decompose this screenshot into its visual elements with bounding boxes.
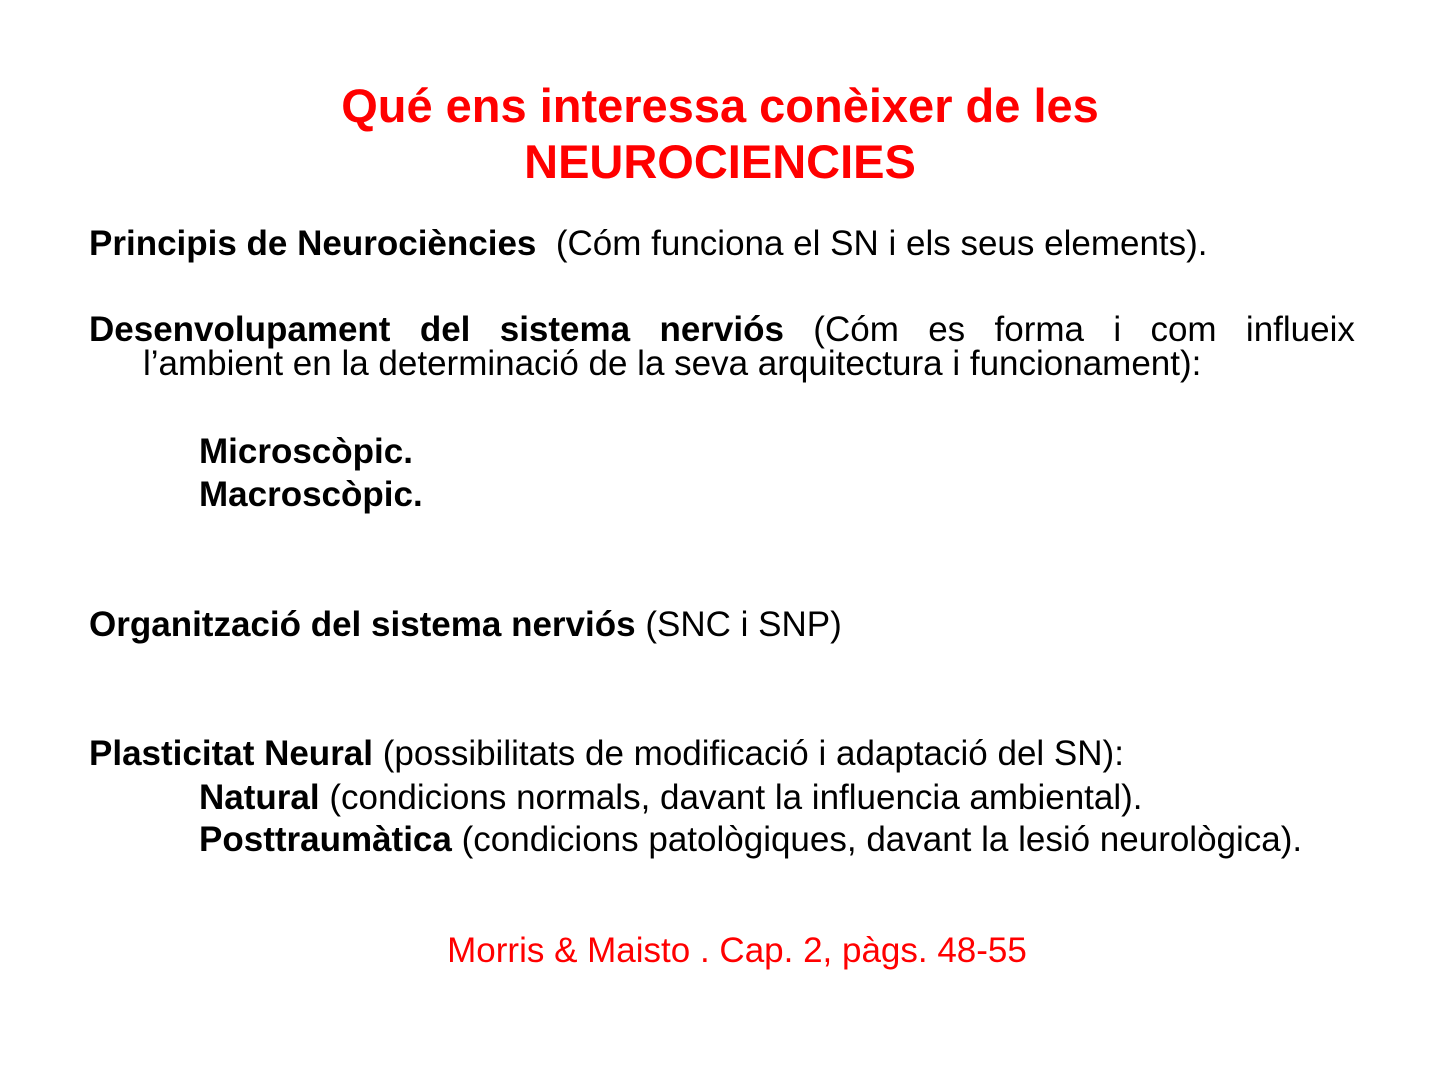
sub-item-natural-description: (condicions normals, davant la influencia ambiental). [329,778,1143,817]
desenv-word: nerviós [659,310,784,349]
item-organitzacio-heading: Organització del sistema nerviós [89,605,636,644]
desenv-word: es [928,310,966,349]
sub-item-posttraumatica-heading: Posttraumàtica [199,820,452,859]
item-plasticitat [89,734,1124,774]
sub-item-microscopic: Microscòpic. [199,432,413,471]
desenv-word: influeix [1245,310,1355,349]
desenv-word: del [419,310,471,349]
desenv-word: i [1113,310,1122,349]
desenv-word: forma [994,310,1084,349]
slide-title-line-2: NEUROCIENCIES [524,135,916,188]
reference-citation: Morris & Maisto . Cap. 2, pàgs. 48-55 [447,931,1027,970]
sub-item-posttraumatica [199,820,1302,860]
desenv-word: com [1150,310,1217,349]
sub-item-posttraumatica-description: (condicions patològiques, davant la lesió neurològica). [461,820,1303,859]
item-organitzacio [89,605,842,645]
item-principis [89,224,1208,264]
item-plasticitat-heading: Plasticitat Neural [89,734,373,773]
sub-item-natural [199,778,1143,818]
item-organitzacio-description: (SNC i SNP) [645,605,842,644]
sub-item-macroscopic: Macroscòpic. [199,475,423,514]
item-principis-description: (Cóm funciona el SN i els seus elements). [555,224,1208,263]
desenv-word: sistema [499,310,631,349]
item-desenvolupament-line-2: l’ambient en la determinació de la seva arquitectura i funcionament): [143,344,1202,383]
desenv-word: (Cóm [813,310,899,349]
slide-title-line-1: Qué ens interessa conèixer de les [341,79,1099,132]
sub-item-natural-heading: Natural [199,778,320,817]
item-principis-heading: Principis de Neurociències [89,224,537,263]
item-plasticitat-description: (possibilitats de modificació i adaptació del SN): [382,734,1124,773]
desenv-word: Desenvolupament [89,310,391,349]
